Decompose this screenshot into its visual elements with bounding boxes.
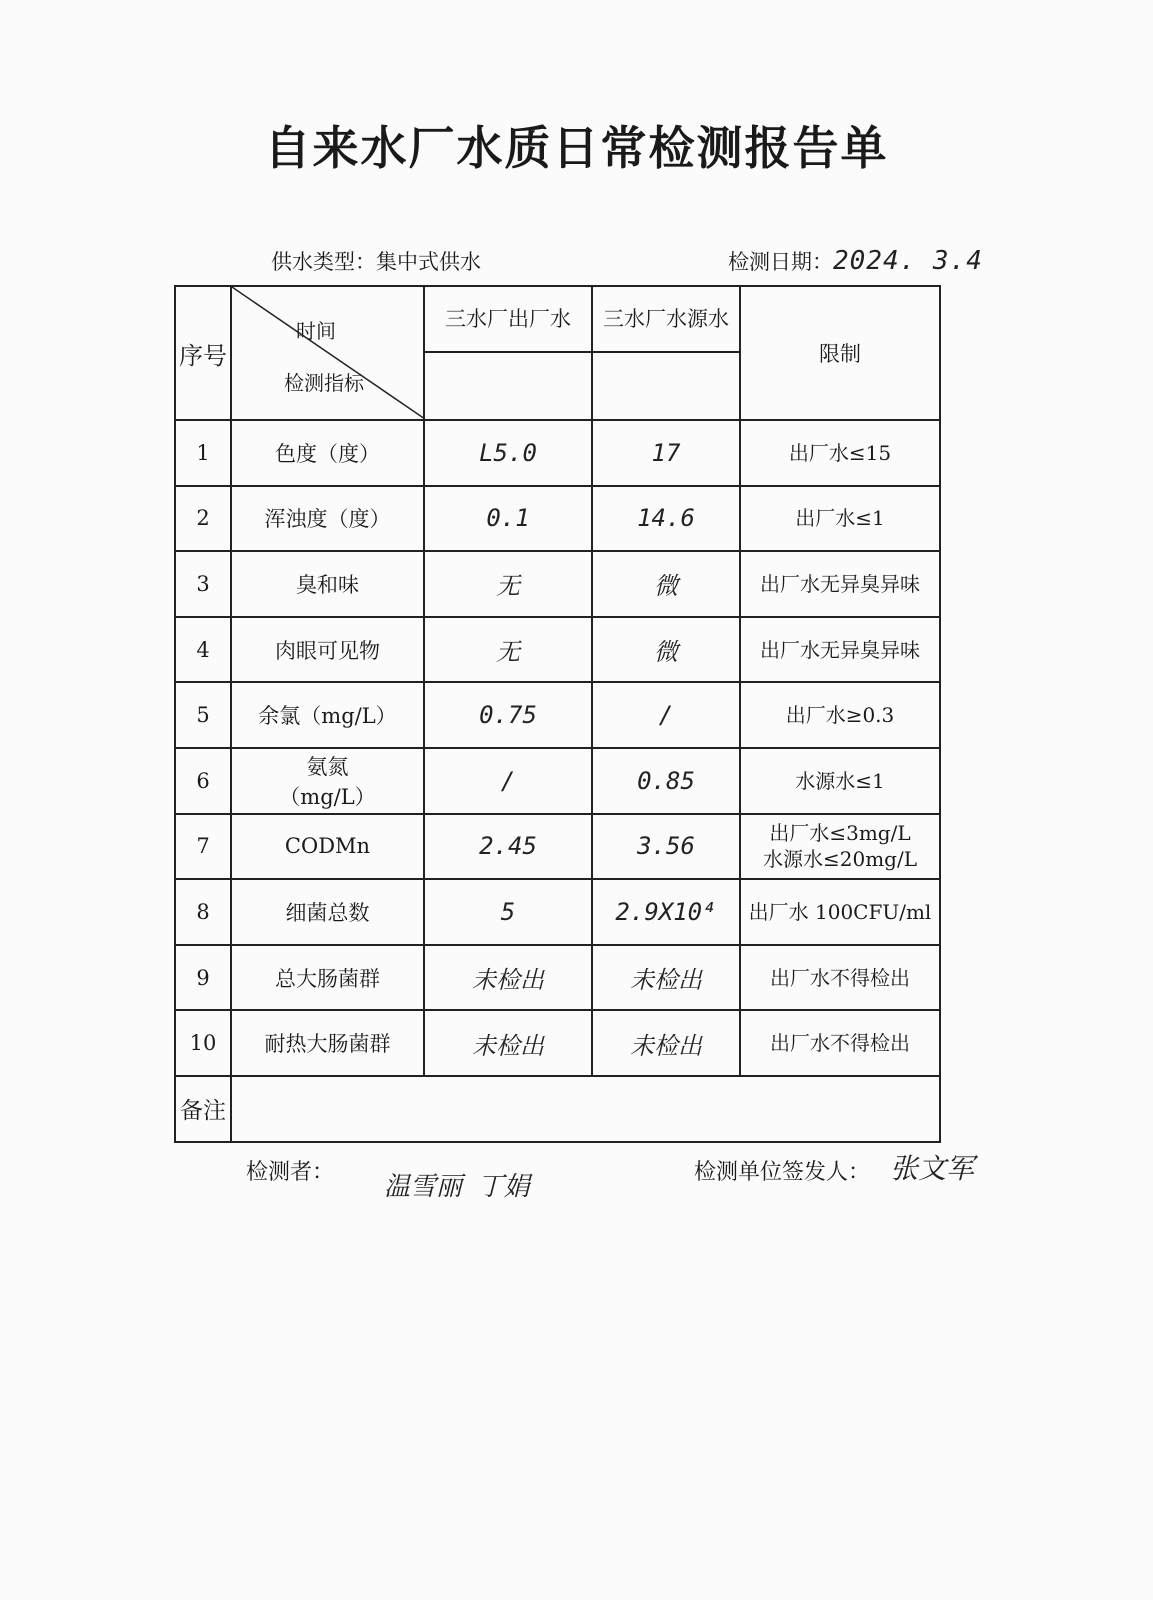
header-limit: 限制 [740,286,940,420]
row-number: 1 [175,420,231,486]
indicator-name: 肉眼可见物 [231,617,424,683]
test-date-label: 检测日期： [728,250,833,274]
value-source-water: 3.56 [592,814,740,880]
value-source-water: 17 [592,420,740,486]
table-row [175,814,940,880]
test-date [728,246,983,276]
value-source-water: 0.85 [592,748,740,814]
diagonal-line [232,287,425,419]
row-number: 4 [175,617,231,683]
row-number: 9 [175,945,231,1011]
value-finished-water: / [424,748,592,814]
table-body [175,420,940,1076]
report-title: 自来水厂水质日常检测报告单 [264,121,889,175]
row-number: 7 [175,814,231,880]
value-source-water: 2.9X10⁴ [592,879,740,945]
value-source-water: 微 [592,551,740,617]
value-finished-water: 5 [424,879,592,945]
limit-text: 出厂水不得检出 [740,945,940,1011]
table-row [175,879,940,945]
header-indicator: 检测指标 [284,371,364,395]
header-diagonal-cell [231,286,424,420]
table-row [175,551,940,617]
header-col-a [424,286,592,420]
value-finished-water: 无 [424,551,592,617]
row-number: 3 [175,551,231,617]
value-source-water: 微 [592,617,740,683]
supply-type-value: 集中式供水 [376,250,481,274]
table-row [175,682,940,748]
row-number: 5 [175,682,231,748]
value-source-water: 14.6 [592,486,740,552]
table-row [175,617,940,683]
row-number: 6 [175,748,231,814]
indicator-name: 细菌总数 [231,879,424,945]
table-row [175,1010,940,1076]
value-finished-water: 未检出 [424,1010,592,1076]
table-row [175,945,940,1011]
value-finished-water: 0.1 [424,486,592,552]
table-row [175,748,940,814]
header-seq: 序号 [175,286,231,420]
value-finished-water: 未检出 [424,945,592,1011]
limit-text: 水源水≤1 [740,748,940,814]
indicator-name: CODMn [231,814,424,880]
indicator-name: 总大肠菌群 [231,945,424,1011]
inspector-label: 检测者： [246,1160,335,1185]
limit-text: 出厂水无异臭异味 [740,617,940,683]
limit-text: 出厂水≤1 [740,486,940,552]
header-time: 时间 [296,319,336,343]
inspector-signatures: 温雪丽 丁娟 [384,1172,530,1202]
supply-type [271,246,481,276]
limit-text: 出厂水≤15 [740,420,940,486]
limit-text: 出厂水 100CFU/ml [740,879,940,945]
value-source-water: 未检出 [592,1010,740,1076]
issuer-signature: 张文军 [890,1152,975,1185]
remark-value [231,1076,940,1142]
value-finished-water: 2.45 [424,814,592,880]
limit-text: 出厂水≥0.3 [740,682,940,748]
row-number: 8 [175,879,231,945]
header-col-a-label: 三水厂出厂水 [425,287,591,353]
issuer-label: 检测单位签发人： [694,1160,871,1185]
indicator-name: 氨氮 （mg/L） [231,748,424,814]
limit-text: 出厂水无异臭异味 [740,551,940,617]
value-finished-water: 0.75 [424,682,592,748]
test-date-value: 2024. 3.4 [833,246,983,276]
value-source-water: 未检出 [592,945,740,1011]
table-row [175,486,940,552]
row-number: 2 [175,486,231,552]
indicator-name: 余氯（mg/L） [231,682,424,748]
value-source-water: / [592,682,740,748]
table-row [175,420,940,486]
limit-text: 出厂水≤3mg/L 水源水≤20mg/L [740,814,940,880]
indicator-name: 耐热大肠菌群 [231,1010,424,1076]
header-col-b-label: 三水厂水源水 [593,287,739,353]
report-table [174,285,941,1143]
limit-text: 出厂水不得检出 [740,1010,940,1076]
supply-type-label: 供水类型： [271,250,376,274]
remark-label: 备注 [175,1076,231,1142]
row-number: 10 [175,1010,231,1076]
indicator-name: 浑浊度（度） [231,486,424,552]
indicator-name: 色度（度） [231,420,424,486]
header-col-b [592,286,740,420]
value-finished-water: L5.0 [424,420,592,486]
indicator-name: 臭和味 [231,551,424,617]
value-finished-water: 无 [424,617,592,683]
